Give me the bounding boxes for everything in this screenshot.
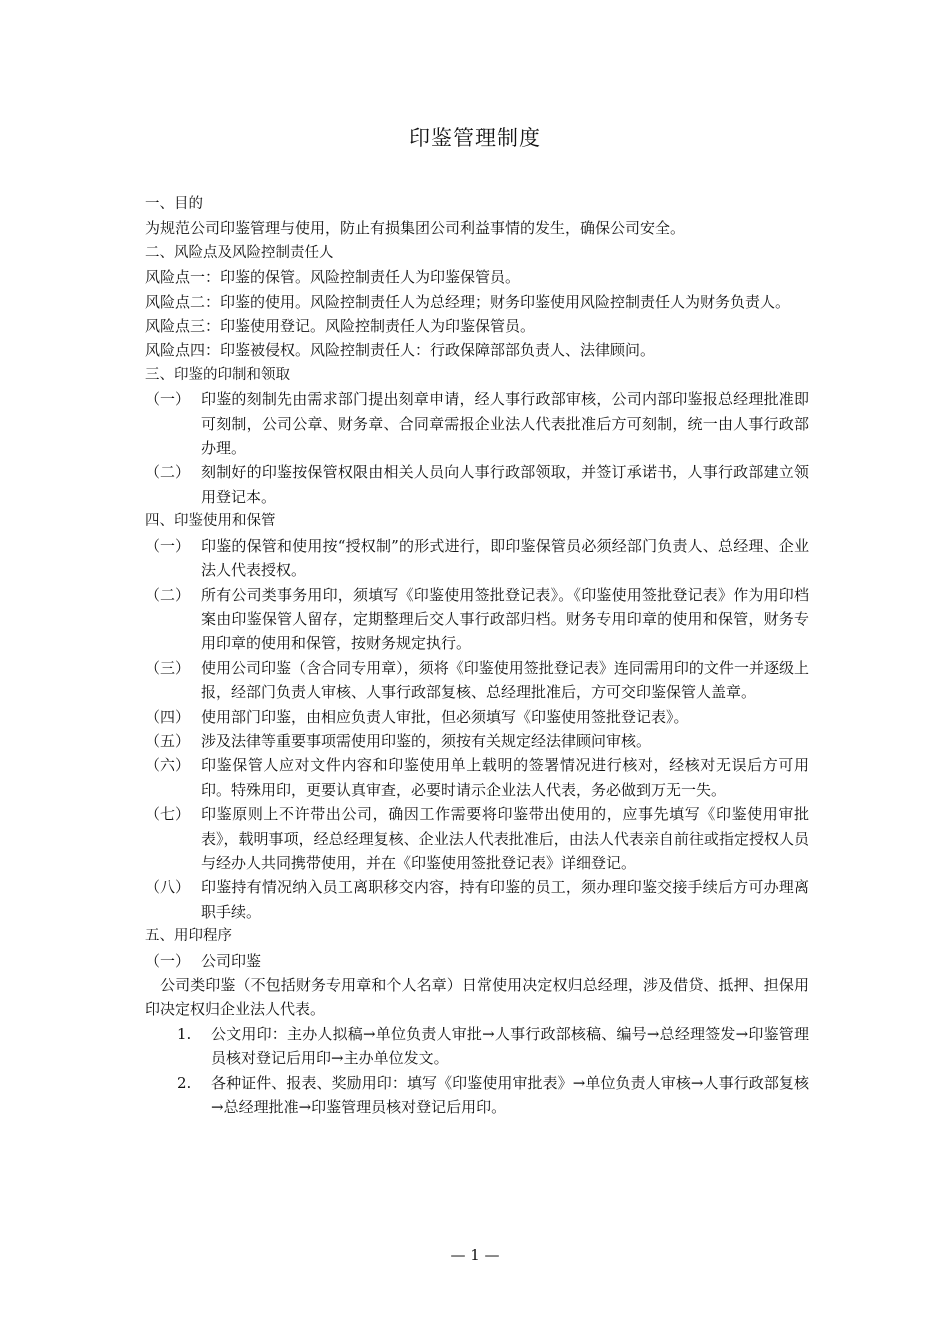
sub-heading bbox=[145, 949, 809, 973]
item-text: 涉及法律等重要事项需使用印鉴的，须按有关规定经法律顾问审核。 bbox=[201, 731, 652, 750]
section-heading-procedure: 五、用印程序 bbox=[145, 928, 232, 945]
list-item bbox=[145, 802, 809, 875]
list-item bbox=[145, 460, 809, 509]
section-heading-risk: 二、风险点及风险控制责任人 bbox=[145, 244, 334, 261]
list-item bbox=[145, 753, 809, 802]
risk-line: 风险点四：印鉴被侵权。风险控制责任人：行政保障部部负责人、法律顾问。 bbox=[145, 341, 656, 360]
step-number: 1. bbox=[177, 1024, 192, 1043]
item-text: 印鉴的保管和使用按“授权制”的形式进行，即印鉴保管员必须经部门负责人、总经理、企业法人代表授权。 bbox=[201, 536, 809, 580]
procedure-paragraph: 公司类印鉴（不包括财务专用章和个人名章）日常使用决定权归总经理，涉及借贷、抵押、担保用印决定权归企业法人代表。 bbox=[145, 976, 809, 1019]
list-item bbox=[145, 705, 809, 729]
risk-line: 风险点三：印鉴使用登记。风险控制责任人为印鉴保管员。 bbox=[145, 317, 536, 336]
item-number: （二） bbox=[145, 585, 191, 604]
purpose-paragraph: 为规范公司印鉴管理与使用，防止有损集团公司利益事情的发生，确保公司安全。 bbox=[145, 219, 686, 238]
item-text: 印鉴的刻制先由需求部门提出刻章申请，经人事行政部审核，公司内部印鉴报总经理批准即可刻制，公司公章、财务章、合同章需报企业法人代表批准后方可刻制，统一由人事行政部办理。 bbox=[201, 390, 809, 458]
item-number: （二） bbox=[145, 463, 191, 482]
list-item bbox=[145, 387, 809, 460]
item-text: 使用部门印鉴，由相应负责人审批，但必须填写《印鉴使用签批登记表》。 bbox=[201, 707, 689, 726]
risk-line: 风险点一：印鉴的保管。风险控制责任人为印鉴保管员。 bbox=[145, 268, 521, 287]
item-number: （一） bbox=[145, 390, 191, 409]
document-body bbox=[145, 192, 809, 1119]
page-title: 印鉴管理制度 bbox=[409, 126, 541, 150]
risk-line: 风险点二：印鉴的使用。风险控制责任人为总经理；财务印鉴使用风险控制责任人为财务负责人。 bbox=[145, 292, 791, 311]
item-number: （六） bbox=[145, 756, 191, 775]
item-text: 印鉴持有情况纳入员工离职移交内容，持有印鉴的员工，须办理印鉴交接手续后方可办理离职手续。 bbox=[201, 878, 809, 921]
item-text: 刻制好的印鉴按保管权限由相关人员向人事行政部领取，并签订承诺书，人事行政部建立领用登记本。 bbox=[201, 463, 809, 506]
item-number: （一） bbox=[145, 951, 191, 970]
numbered-step bbox=[145, 1022, 809, 1071]
item-number: （四） bbox=[145, 707, 191, 726]
list-item bbox=[145, 583, 809, 656]
section-heading-usage: 四、印鉴使用和保管 bbox=[145, 513, 276, 530]
list-item bbox=[145, 656, 809, 705]
list-item bbox=[145, 729, 809, 753]
sub-heading-text: 公司印鉴 bbox=[201, 951, 262, 970]
item-number: （一） bbox=[145, 536, 191, 555]
section-heading-purpose: 一、目的 bbox=[145, 196, 203, 212]
item-text: 所有公司类事务用印，须填写《印鉴使用签批登记表》。《印鉴使用签批登记表》作为用印档案由印鉴保管人留存，定期整理后交人事行政部归档。财务专用印章的使用和保管，财务专用印章的使用和保管，按财务规定执行。 bbox=[201, 585, 809, 653]
item-text: 使用公司印鉴（含合同专用章），须将《印鉴使用签批登记表》连同需用印的文件一并逐级上报，经部门负责人审核、人事行政部复核、总经理批准后，方可交印鉴保管人盖章。 bbox=[201, 658, 809, 702]
item-text: 印鉴原则上不许带出公司，确因工作需要将印鉴带出使用的，应事先填写《印鉴使用审批表》，载明事项，经总经理复核、企业法人代表批准后，由法人代表亲自前往或指定授权人员与经办人共同携带使用，并在《印鉴使用签批登记表》详细登记。 bbox=[201, 805, 809, 872]
step-number: 2. bbox=[177, 1073, 192, 1092]
item-number: （七） bbox=[145, 805, 191, 824]
step-text: 各种证件、报表、奖励用印：填写《印鉴使用审批表》→单位负责人审核→人事行政部复核→总经理批准→印鉴管理员核对登记后用印。 bbox=[211, 1073, 809, 1117]
list-item bbox=[145, 534, 809, 583]
section-heading-making: 三、印鉴的印制和领取 bbox=[145, 366, 290, 383]
item-number: （三） bbox=[145, 658, 191, 677]
list-item bbox=[145, 875, 809, 924]
item-number: （五） bbox=[145, 731, 191, 750]
page-number: — 1 — bbox=[450, 1246, 500, 1264]
item-text: 印鉴保管人应对文件内容和印鉴使用单上载明的签署情况进行核对，经核对无误后方可用印。特殊用印，更要认真审查，必要时请示企业法人代表，务必做到万无一失。 bbox=[201, 756, 809, 799]
step-text: 公文用印：主办人拟稿→单位负责人审批→人事行政部核稿、编号→总经理签发→印鉴管理员核对登记后用印→主办单位发文。 bbox=[211, 1024, 809, 1068]
numbered-step bbox=[145, 1071, 809, 1120]
item-number: （八） bbox=[145, 878, 191, 897]
